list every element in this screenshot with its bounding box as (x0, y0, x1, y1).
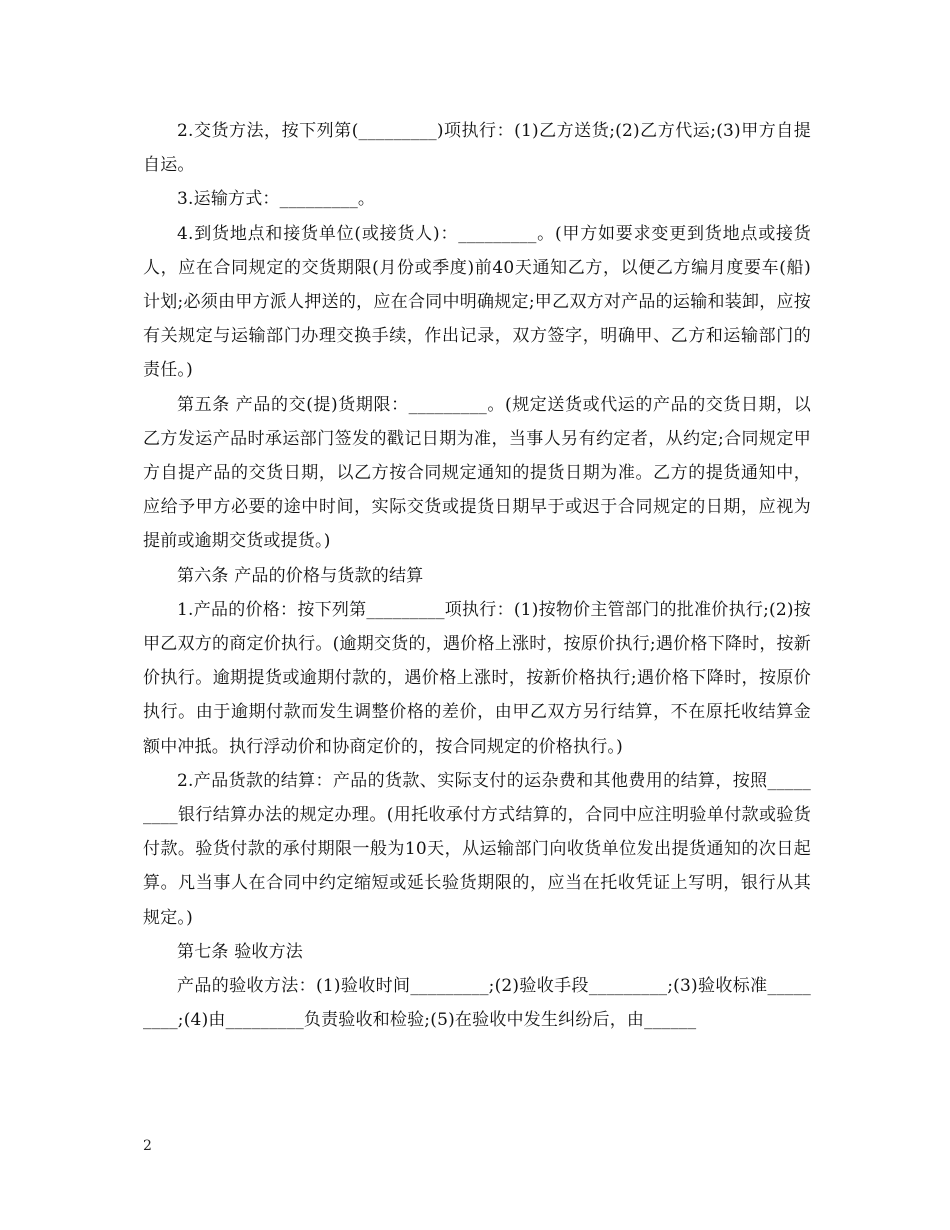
paragraph-delivery-method: 2.交货方法，按下列第(_________)项执行：(1)乙方送货;(2)乙方代运;(3)甲方自提自运。 (143, 121, 811, 176)
paragraph-delivery-location: 4.到货地点和接货单位(或接货人)：_________。(甲方如要求变更到货地点或接货人，应在合同规定的交货期限(月份或季度)前40天通知乙方，以便乙方编月度要车(船)计划;必须由甲方派人押送的，应在合同中明确规定;甲乙双方对产品的运输和装卸，应按有关规定与运输部门办理交换手续，作出记录，双方签字，明确甲、乙方和运输部门的责任。) (143, 223, 811, 381)
paragraph-article-5: 第五条 产品的交(提)货期限：_________。(规定送货或代运的产品的交货日期，以乙方发运产品时承运部门签发的戳记日期为准，当事人另有约定者，从约定;合同规定甲方自提产品的交货日期，以乙方按合同规定通知的提货日期为准。乙方的提货通知中，应给予甲方必要的途中时间，实际交货或提货日期早于或迟于合同规定的日期，应视为提前或逾期交货或提货。) (143, 394, 811, 552)
paragraph-inspection-method: 产品的验收方法：(1)验收时间_________;(2)验收手段_________;(3)验收标准_________;(4)由_________负责验收和检验;(5)在验收中发生纠纷后，由______ (143, 976, 811, 1031)
paragraph-transport-mode: 3.运输方式：_________。 (177, 189, 376, 210)
paragraph-payment-settlement: 2.产品货款的结算：产品的货款、实际支付的运杂费和其他费用的结算，按照_________银行结算办法的规定办理。(用托收承付方式结算的，合同中应注明验单付款或验货付款。验货付款的承付期限一般为10天，从运输部门向收货单位发出提货通知的次日起算。凡当事人在合同中约定缩短或延长验货期限的，应当在托收凭证上写明，银行从其规定。) (143, 770, 811, 928)
heading-article-7: 第七条 验收方法 (177, 941, 304, 962)
document-body (143, 114, 811, 1037)
paragraph-product-price: 1.产品的价格：按下列第_________项执行：(1)按物价主管部门的批准价执行;(2)按甲乙双方的商定价执行。(逾期交货的，遇价格上涨时，按原价执行;遇价格下降时，按新价执行。逾期提货或逾期付款的，遇价格上涨时，按新价格执行;遇价格下降时，按原价执行。由于逾期付款而发生调整价格的差价，由甲乙双方另行结算，不在原托收结算金额中冲抵。执行浮动价和协商定价的，按合同规定的价格执行。) (143, 599, 811, 757)
page-number: 2 (143, 1138, 152, 1154)
heading-article-6: 第六条 产品的价格与货款的结算 (177, 565, 424, 586)
